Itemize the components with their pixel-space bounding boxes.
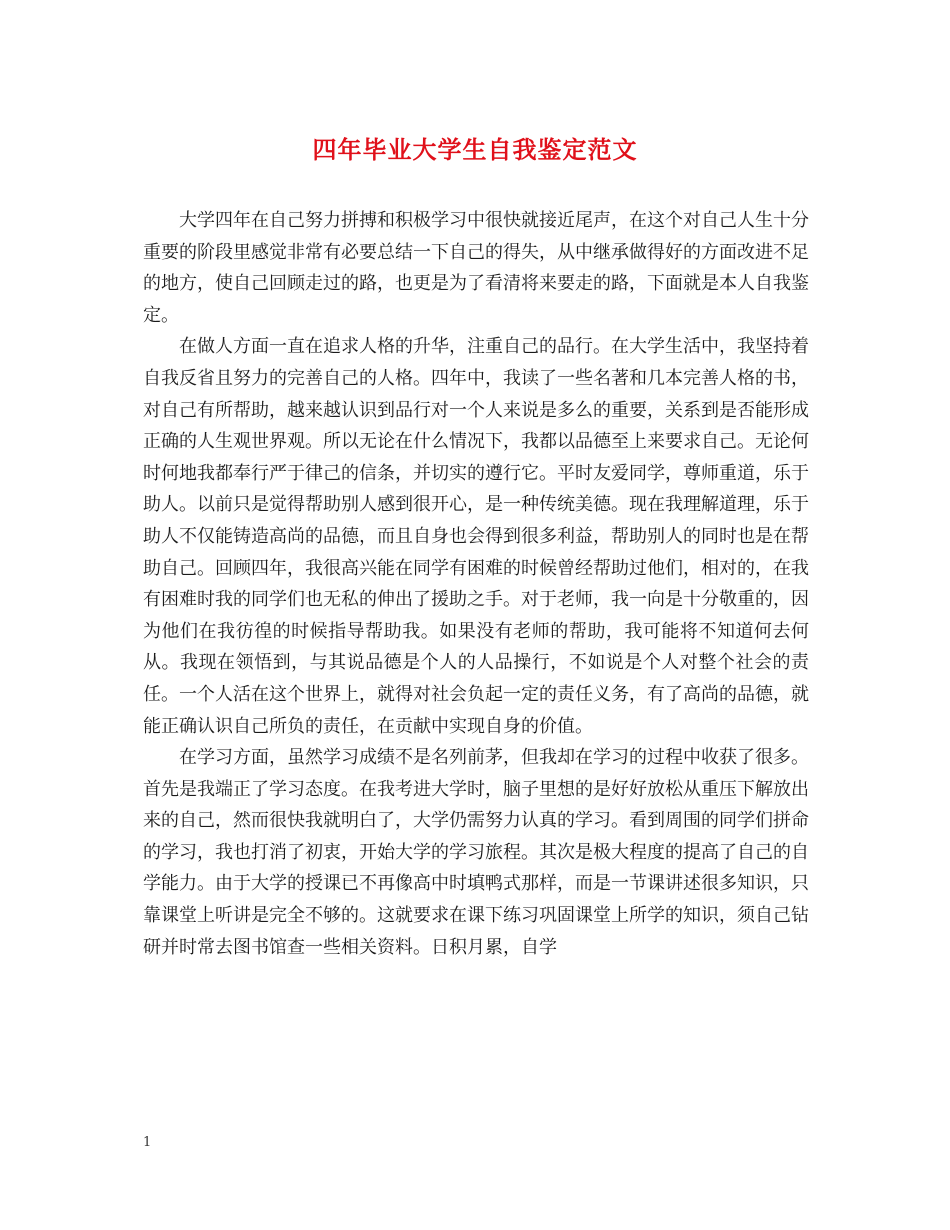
page-number: 1 bbox=[143, 1135, 152, 1150]
paragraph-character: 在做人方面一直在追求人格的升华，注重自己的品行。在大学生活中，我坚持着自我反省且努力的完善自己的人格。四年中，我读了一些名著和几本完善人格的书，对自己有所帮助，越来越认识到品行对一个人来说是多么的重要，关系到是否能形成正确的人生观世界观。所以无论在什么情况下，我都以品德至上来要求自己。无论何时何地我都奉行严于律己的信条，并切实的遵行它。平时友爱同学，尊师重道，乐于助人。以前只是觉得帮助别人感到很开心，是一种传统美德。现在我理解道理，乐于助人不仅能铸造高尚的品德，而且自身也会得到很多利益，帮助别人的同时也是在帮助自己。回顾四年，我很高兴能在同学有困难的时候曾经帮助过他们，相对的，在我有困难时我的同学们也无私的伸出了援助之手。对于老师，我一向是十分敬重的，因为他们在我彷徨的时候指导帮助我。如果没有老师的帮助，我可能将不知道何去何从。我现在领悟到，与其说品德是个人的人品操行，不如说是个人对整个社会的责任。一个人活在这个世界上，就得对社会负起一定的责任义务，有了高尚的品德，就能正确认识自己所负的责任，在贡献中实现自身的价值。 bbox=[143, 336, 809, 737]
document-title: 四年毕业大学生自我鉴定范文 bbox=[312, 135, 638, 164]
paragraph-study: 在学习方面，虽然学习成绩不是名列前茅，但我却在学习的过程中收获了很多。首先是我端正了学习态度。在我考进大学时，脑子里想的是好好放松从重压下解放出来的自己，然而很快我就明白了，大学仍需努力认真的学习。看到周围的同学们拼命的学习，我也打消了初衷，开始大学的学习旅程。其次是极大程度的提高了自己的自学能力。由于大学的授课已不再像高中时填鸭式那样，而是一节课讲述很多知识，只靠课堂上听讲是完全不够的。这就要求在课下练习巩固课堂上所学的知识，须自己钻研并时常去图书馆查一些相关资料。日积月累，自学 bbox=[143, 747, 809, 958]
document-body bbox=[143, 205, 809, 963]
paragraph-introduction: 大学四年在自己努力拼搏和积极学习中很快就接近尾声，在这个对自己人生十分重要的阶段里感觉非常有必要总结一下自己的得失，从中继承做得好的方面改进不足的地方，使自己回顾走过的路，也更是为了看清将来要走的路，下面就是本人自我鉴定。 bbox=[143, 210, 809, 326]
